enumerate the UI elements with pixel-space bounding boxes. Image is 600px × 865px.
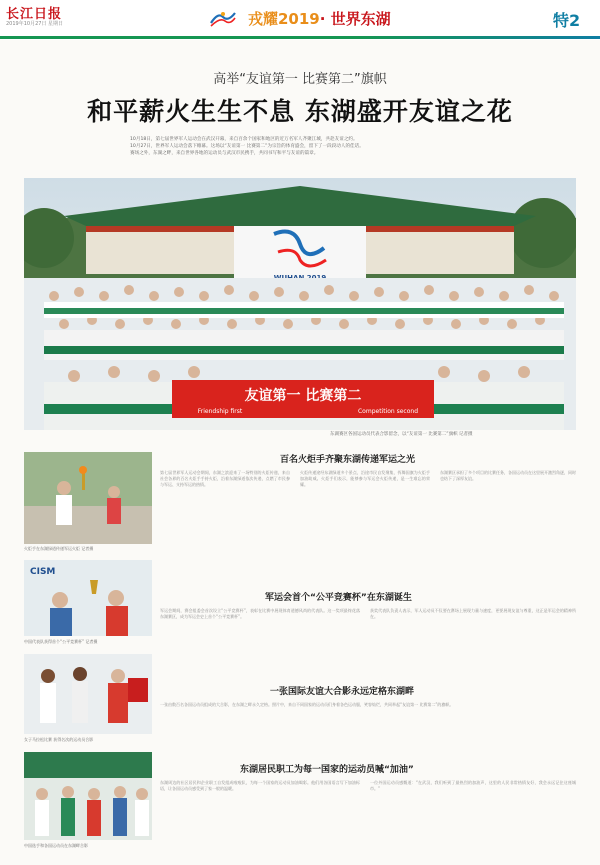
article-text: 一位外国运动员感慨道：“在武汉，我们听到了最热烈的加油声，这里的人民非常热情友好，我会永远记住这座城市。” bbox=[370, 780, 576, 792]
side-photo-marathon bbox=[24, 654, 152, 734]
issue-date: 2019年10月27日 星期日 bbox=[6, 21, 64, 27]
article-column bbox=[160, 470, 290, 582]
article-column bbox=[160, 780, 360, 852]
article-text: 第七届世界军人运动会期间，东湖之滨迎来了一场特别的火炬传递，来自社会各界的百名火炬手手持火炬，沿着东湖绿道依次传递，点燃了市民参与军运、支持军运的热情。 bbox=[160, 470, 290, 488]
masthead-divider bbox=[0, 36, 600, 39]
section-heading-part2: · 世界东湖 bbox=[319, 10, 391, 28]
article-text: 一张由数百名各国运动员组成的大合影，在东湖之畔永久定格。照片中，来自不同国家的运动员们身着各色运动服，笑容灿烂，共同举起“友谊第一 比赛第二”的旗帜。 bbox=[160, 702, 454, 707]
banner-subtext-left: Friendship first bbox=[197, 408, 243, 415]
lede-line: 赛场之外，东湖之畔，来自世界各地的运动员与武汉市民携手，共同书写和平与友谊的篇章。 bbox=[130, 151, 319, 156]
page-number: 特2 bbox=[553, 11, 581, 30]
hero-photo bbox=[24, 178, 576, 430]
side-caption: 中国选手和各国运动员在东湖畔合影 bbox=[24, 843, 88, 848]
article-text: 东湖赛区承担了多个项目的比赛任务，各国运动员在这里展开激烈角逐，同时也结下了深厚友谊。 bbox=[440, 470, 576, 482]
section-title: 一张国际友谊大合影永远定格东湖畔 bbox=[270, 687, 415, 697]
lede-line: 10月27日，世界军人运动会落下帷幕。这场以“友谊第一 比赛第二”为宗旨的体育盛会，留下了一段段动人的佳话。 bbox=[130, 144, 364, 149]
section-heading-part1: 戎耀2019 bbox=[248, 10, 320, 28]
hero-photo-illustration bbox=[24, 178, 576, 430]
lede-line: 10月18日，第七届世界军人运动会在武汉开幕，来自百余个国家和地区的近万名军人齐聚江城，共赴友谊之约。 bbox=[130, 137, 358, 142]
article-text: 火炬传递途经东湖绿道多个景点，沿途市民自发聚集，挥舞国旗为火炬手加油助威。火炬手们表示，能够参与军运会火炬传递，是一生难忘的荣耀。 bbox=[300, 470, 430, 488]
side-caption: 中国代表队获得首个“公平竞赛杯” 记者摄 bbox=[24, 639, 98, 644]
section-heading bbox=[248, 8, 391, 29]
article-column bbox=[160, 608, 360, 674]
lede-paragraph bbox=[130, 136, 470, 157]
section-title: 百名火炬手齐聚东湖传递军运之光 bbox=[280, 455, 416, 465]
masthead bbox=[0, 0, 600, 40]
banner-text: 友谊第一 比赛第二 bbox=[244, 388, 362, 404]
side-photo-torch bbox=[24, 452, 152, 544]
cism-logo-text: CISM bbox=[30, 567, 56, 577]
side-caption: 火炬手在东湖绿道传递军运火炬 记者摄 bbox=[24, 546, 94, 551]
section-title: 军运会首个“公平竞赛杯”在东湖诞生 bbox=[265, 593, 412, 603]
kicker-headline: 高举“友谊第一 比赛第二”旗帜 bbox=[213, 72, 387, 87]
main-headline: 和平薪火生生不息 东湖盛开友谊之花 bbox=[87, 97, 513, 126]
article-column bbox=[300, 470, 430, 582]
article-column bbox=[370, 780, 576, 852]
side-photo-trophy bbox=[24, 560, 152, 636]
side-caption: 女子马拉松比赛 获得名次的运动员合影 bbox=[24, 737, 94, 742]
side-photo-group bbox=[24, 752, 152, 840]
section-title: 东湖居民职工为每一国家的运动员喊“加油” bbox=[240, 765, 414, 775]
banner-subtext-right: Competition second bbox=[357, 408, 419, 415]
article-text: 东湖周边的社区居民和企业职工自发组成啦啦队，为每一个国家的运动员加油喝彩。他们用各国语言写下加油标语，让各国运动员感受到了家一般的温暖。 bbox=[160, 780, 360, 792]
wuhan-2019-emblem-icon bbox=[208, 9, 238, 29]
article-text: 军运会期间，赛会组委会首次设立“公平竞赛杯”，表彰在比赛中展现体育道德风尚的代表队。这一奖项最终花落东湖赛区，成为军运会史上首个“公平竞赛杯”。 bbox=[160, 608, 360, 620]
article-column bbox=[440, 470, 576, 582]
article-column bbox=[370, 608, 576, 674]
newspaper-logo: 长江日报 bbox=[6, 7, 63, 22]
article-column bbox=[160, 702, 576, 748]
hero-caption: 东湖赛区各国运动员代表合影留念，以“友谊第一 比赛第二”旗帜 记者摄 bbox=[330, 432, 473, 437]
article-text: 获奖代表队负责人表示，军人运动员不仅要在赛场上展现力量与速度，更要展现友谊与尊重，这正是军运会的精神所在。 bbox=[370, 608, 576, 620]
